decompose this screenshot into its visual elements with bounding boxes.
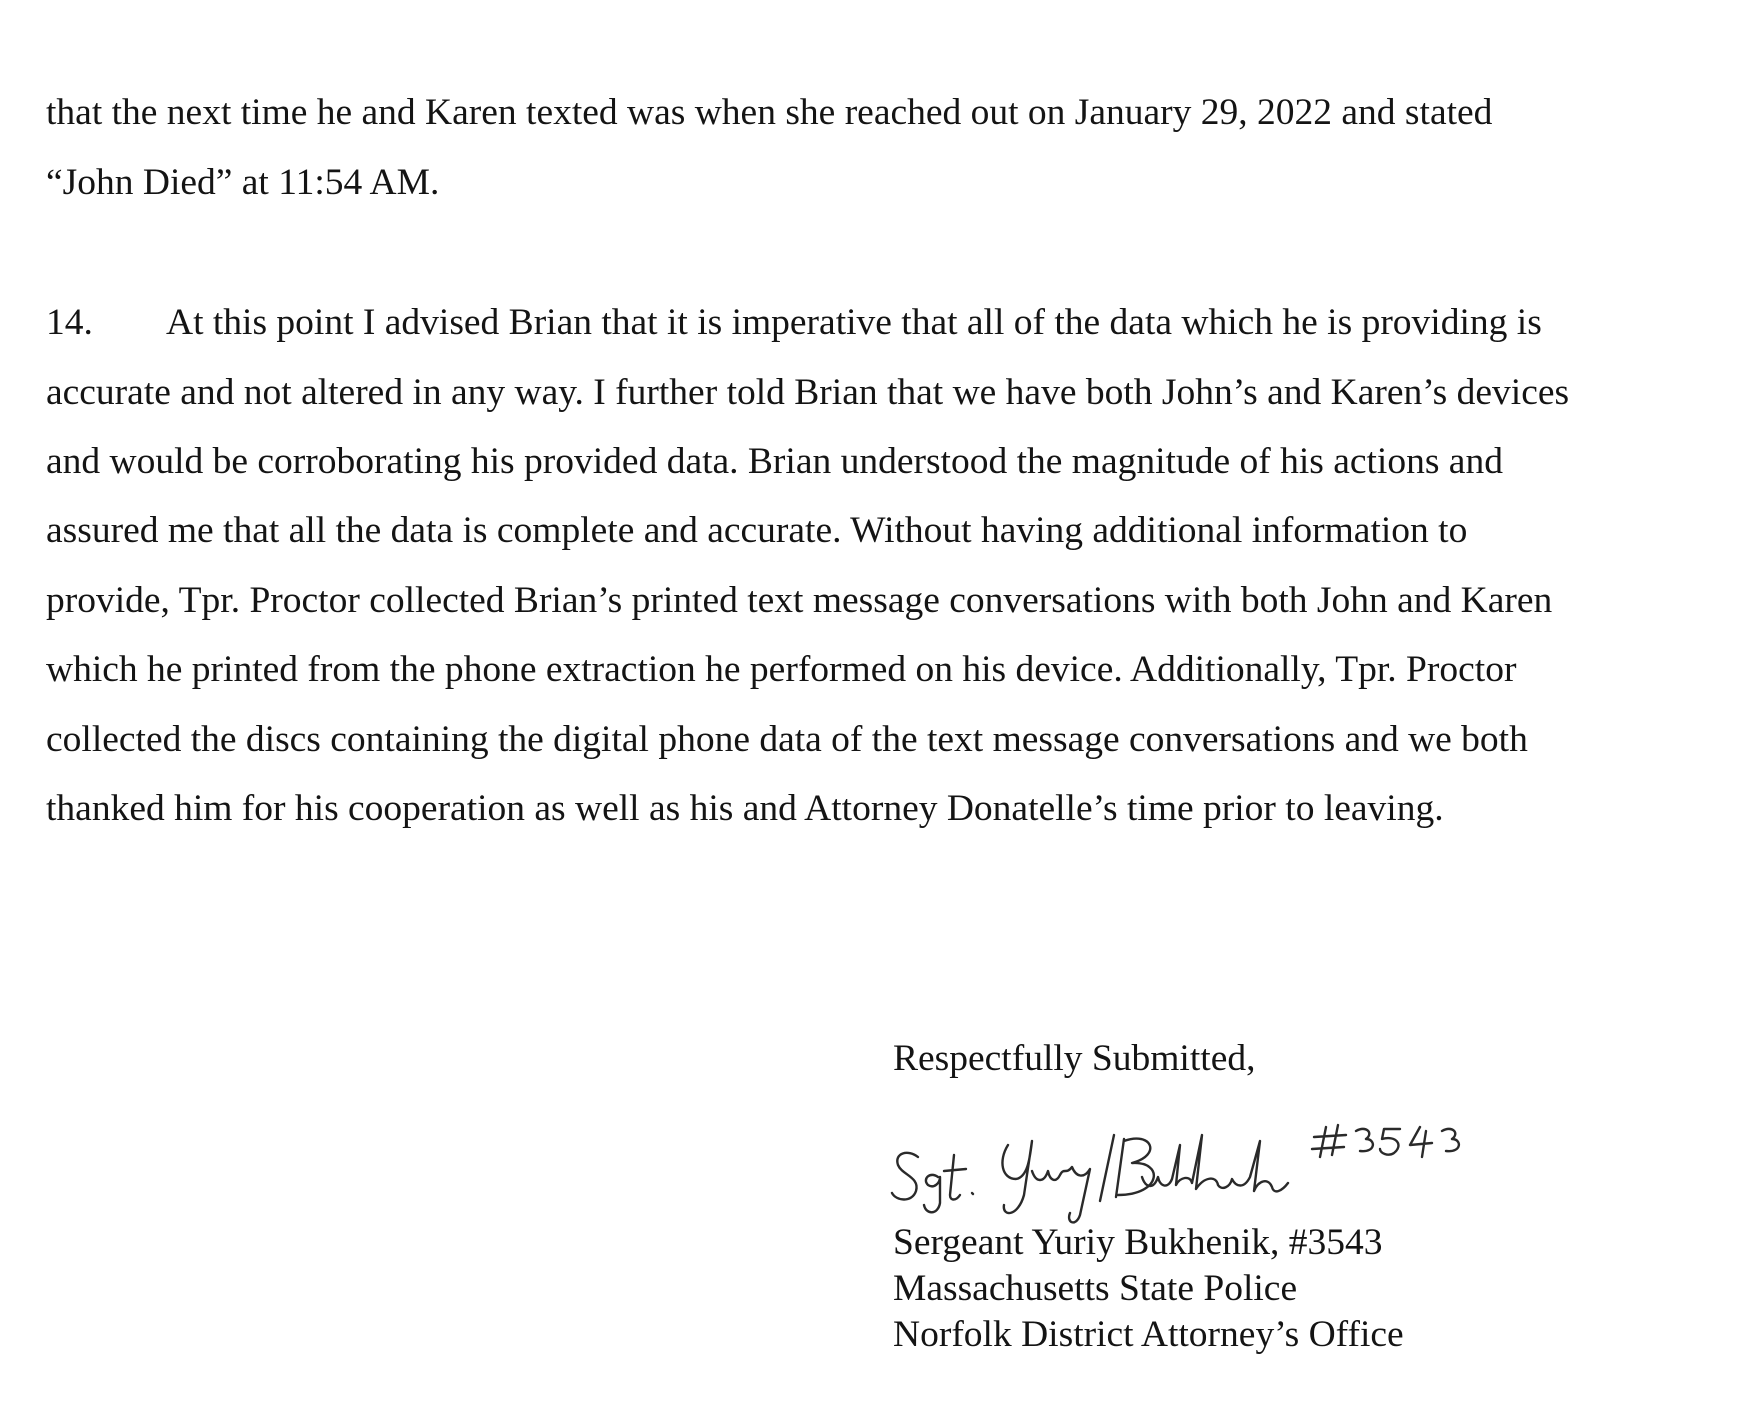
paragraph-14-line-8: thanked him for his cooperation as well as his and Attorney Donatelle’s time prior to leaving. [46, 788, 1444, 829]
paragraph-13-line-2: “John Died” at 11:54 AM. [46, 162, 440, 203]
handwritten-signature [880, 1105, 1500, 1235]
closing-salutation: Respectfully Submitted, [893, 1038, 1256, 1079]
paragraph-14-line-2: accurate and not altered in any way. I further told Brian that we have both John’s and Karen’s devices [46, 372, 1570, 413]
paragraph-14-line-4: assured me that all the data is complete and accurate. Without having additional information to [46, 510, 1468, 551]
signer-name: Sergeant Yuriy Bukhenik, #3543 [893, 1222, 1383, 1263]
paragraph-14-line-5: provide, Tpr. Proctor collected Brian’s printed text message conversations with both John and Karen [46, 580, 1553, 621]
paragraph-14-line-3: and would be corroborating his provided data. Brian understood the magnitude of his actions and [46, 441, 1503, 482]
paragraph-14-line-1-text: At this point I advised Brian that it is imperative that all of the data which he is providing is [166, 302, 1542, 343]
paragraph-13-line-1: that the next time he and Karen texted was when she reached out on January 29, 2022 and stated [46, 92, 1493, 133]
signer-agency: Massachusetts State Police [893, 1268, 1298, 1309]
paragraph-14-line-7: collected the discs containing the digital phone data of the text message conversations and we both [46, 719, 1528, 760]
paragraph-14-line-6: which he printed from the phone extraction he performed on his device. Additionally, Tpr. Proctor [46, 649, 1517, 690]
paragraph-14-line-1 [46, 304, 1542, 342]
paragraph-number: 14. [46, 302, 93, 343]
signer-office: Norfolk District Attorney’s Office [893, 1314, 1404, 1355]
